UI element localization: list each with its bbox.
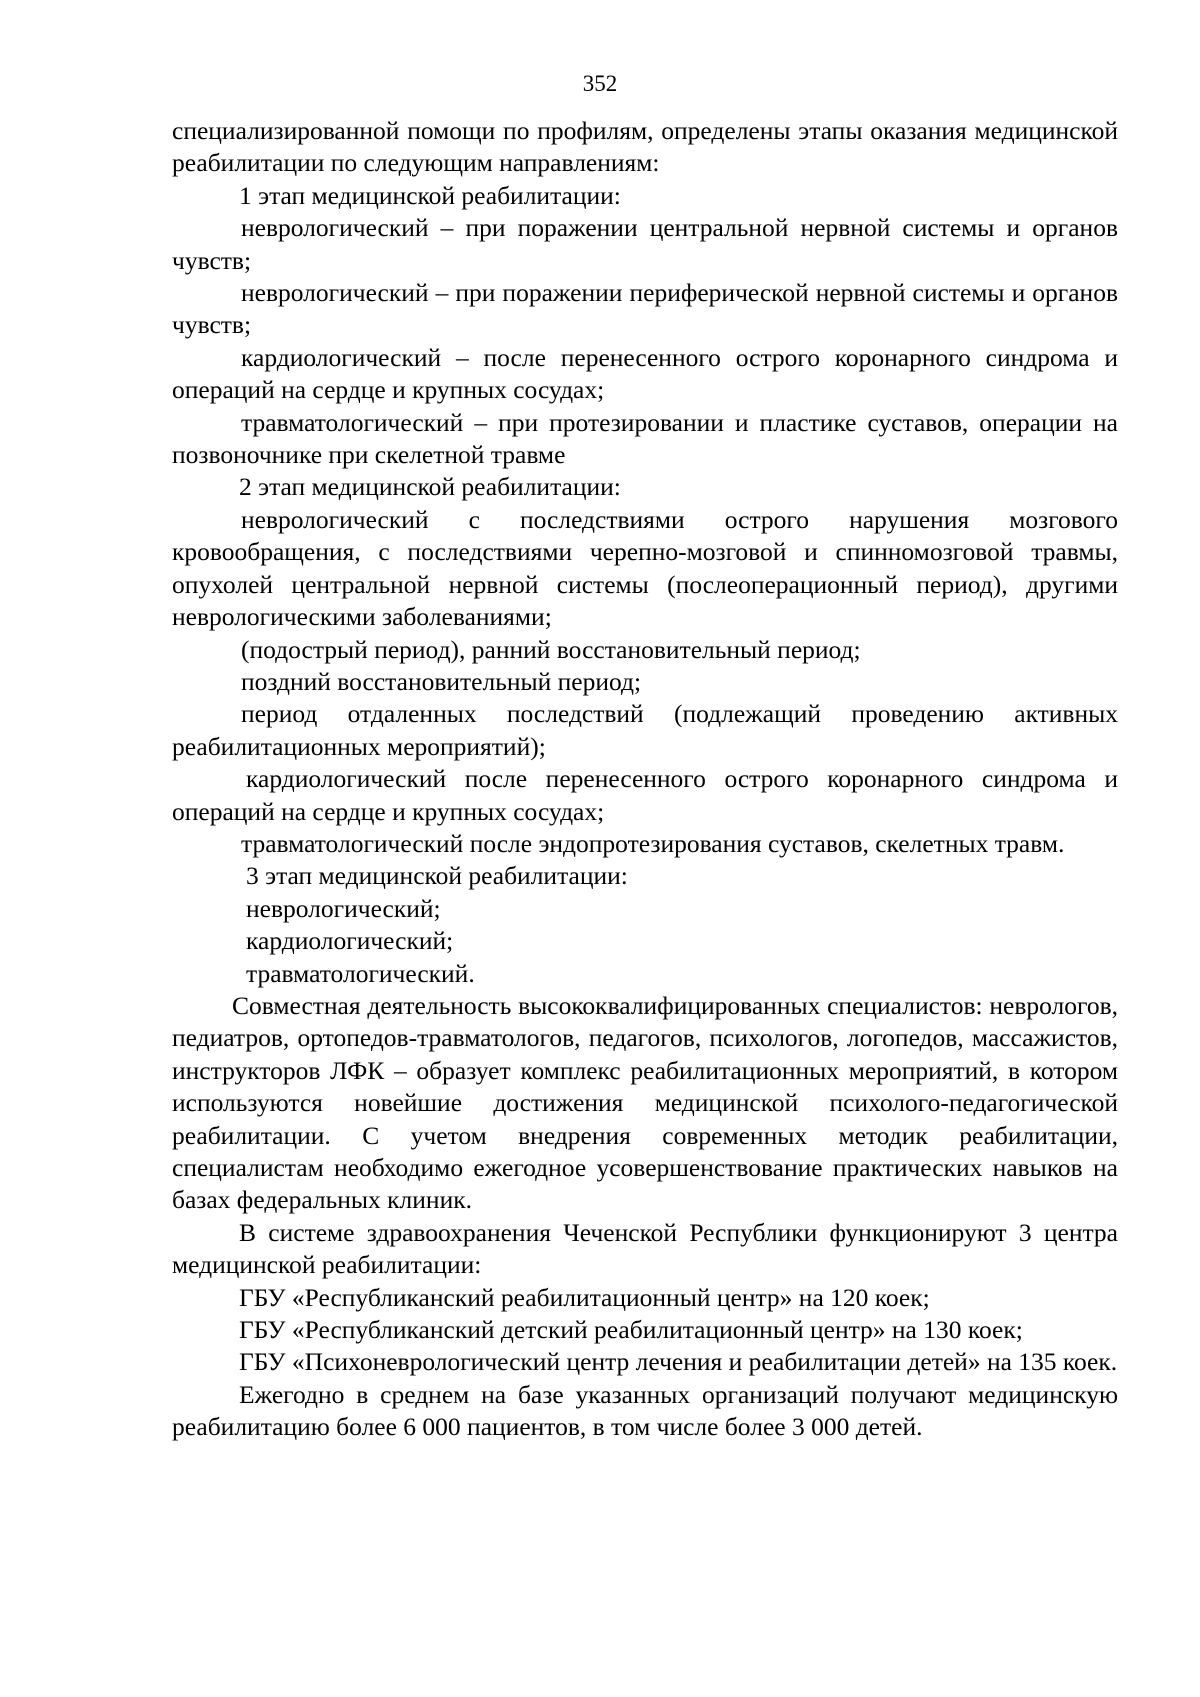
paragraph: травматологический – при протезировании и пластике суставов, операции на позвоночнике при скелетной травме	[172, 407, 1118, 470]
document-body	[172, 115, 1118, 1444]
paragraph: специализированной помощи по профилям, определены этапы оказания медицинской реабилитации по следующим направлениям:	[172, 116, 1118, 178]
paragraph: неврологический;	[246, 893, 441, 923]
paragraph: неврологический с последствиями острого нарушения мозгового кровообращения, с последствиями черепно-мозговой и спинномозговой травмы, опухолей центральной нервной системы (послеоперационный период), другими неврологическими заболеваниями;	[172, 504, 1118, 632]
paragraph: кардиологический после перенесенного острого коронарного синдрома и операций на сердце и крупных сосудах;	[172, 764, 1118, 826]
paragraph: В системе здравоохранения Чеченской Республики функционируют 3 центра медицинской реабилитации:	[172, 1217, 1118, 1280]
paragraph: ГБУ «Психоневрологический центр лечения и реабилитации детей» на 135 коек.	[239, 1347, 1118, 1377]
paragraph: травматологический.	[246, 958, 475, 988]
paragraph: период отдаленных последствий (подлежащий проведению активных реабилитационных мероприятий);	[172, 699, 1118, 761]
paragraph: (подострый период), ранний восстановительный период;	[241, 634, 861, 664]
paragraph: ГБУ «Республиканский реабилитационный центр» на 120 коек;	[239, 1282, 930, 1312]
paragraph: 3 этап медицинской реабилитации:	[246, 861, 628, 891]
paragraph: травматологический после эндопротезирования суставов, скелетных травм.	[241, 828, 1065, 858]
paragraph: 1 этап медицинской реабилитации:	[239, 180, 621, 210]
paragraph: 2 этап медицинской реабилитации:	[239, 472, 621, 502]
paragraph: кардиологический;	[246, 926, 454, 956]
paragraph: ГБУ «Республиканский детский реабилитационный центр» на 130 коек;	[239, 1315, 1023, 1345]
paragraph: кардиологический – после перенесенного острого коронарного синдрома и операций на сердце и крупных сосудах;	[172, 342, 1118, 405]
page-number: 352	[582, 71, 618, 96]
paragraph: неврологический – при поражении центральной нервной системы и органов чувств;	[172, 213, 1118, 275]
paragraph: поздний восстановительный период;	[241, 666, 642, 696]
paragraph: Ежегодно в среднем на базе указанных организаций получают медицинскую реабилитацию более 6 000 пациентов, в том числе более 3 000 детей.	[172, 1379, 1118, 1442]
paragraph: неврологический – при поражении периферической нервной системы и органов чувств;	[172, 278, 1118, 340]
paragraph: Совместная деятельность высококвалифицированных специалистов: неврологов, педиатров, ортопедов-травматологов, педагогов, психологов, логопедов, массажистов, инструкторов ЛФК – образует комплекс реабилитационных мероприятий, в котором используются новейшие достижения медицинской психолого-педагогической реабилитации. С учетом внедрения современных методик реабилитации, специалистам необходимо ежегодное усовершенствование практических навыков на базах федеральных клиник.	[172, 990, 1118, 1215]
